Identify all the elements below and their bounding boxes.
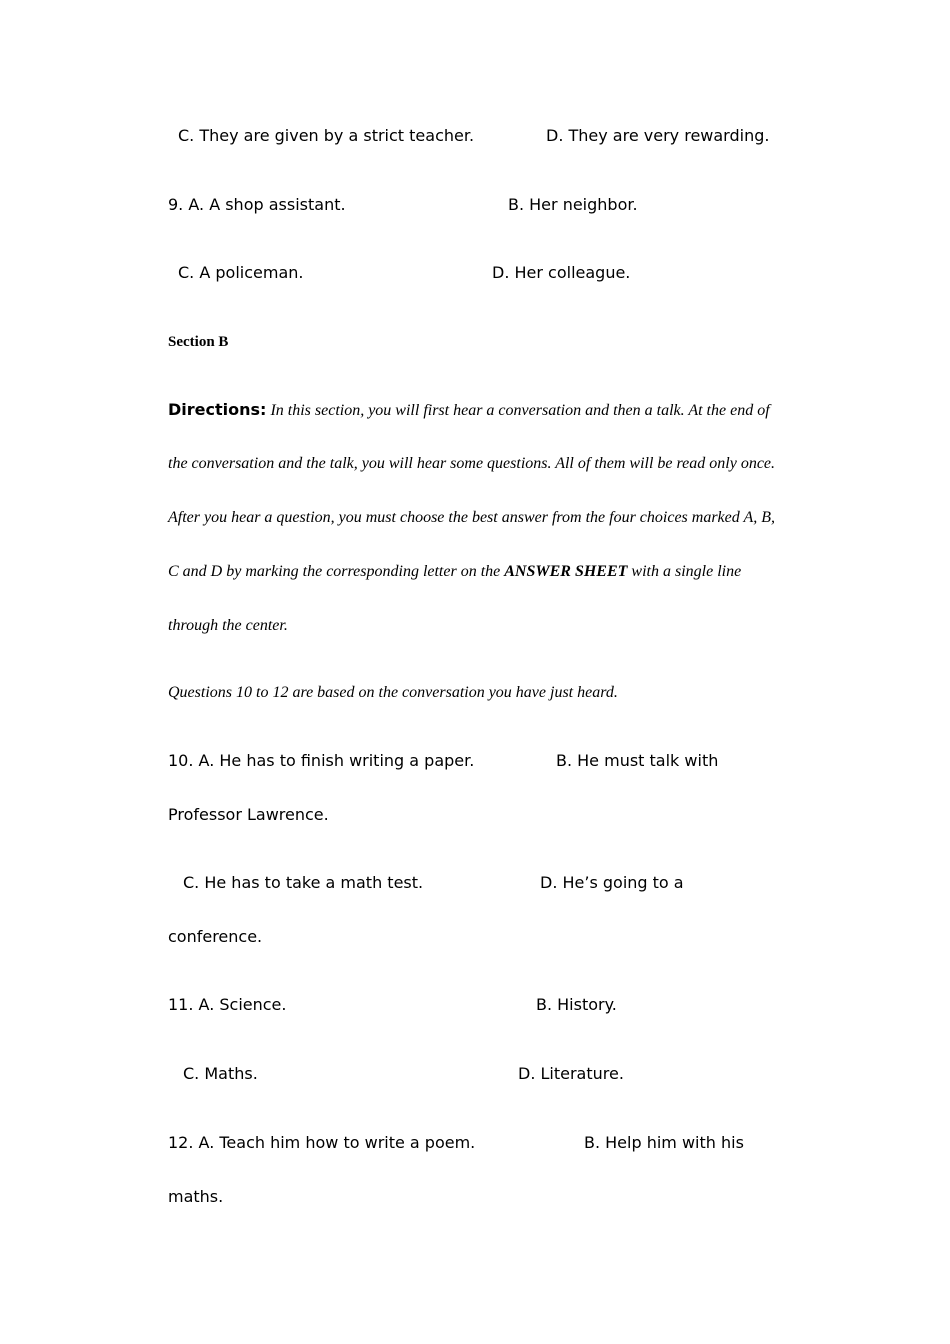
- q9-option-d: D. Her colleague.: [492, 263, 631, 282]
- q11-option-b: B. History.: [536, 995, 617, 1014]
- directions-text-4-tail: with a single line: [631, 563, 742, 580]
- q10-option-d-continued: conference.: [168, 927, 263, 946]
- q11-option-d: D. Literature.: [518, 1064, 624, 1083]
- directions-text-4: C and D by marking the corresponding letter on the: [168, 563, 501, 580]
- questions-intro: Questions 10 to 12 are based on the conversation you have just heard.: [168, 684, 618, 701]
- answer-sheet-emphasis: ANSWER SHEET: [504, 563, 628, 580]
- q12-option-b: B. Help him with his: [584, 1133, 744, 1152]
- q10-option-b-continued: Professor Lawrence.: [168, 805, 329, 824]
- q10-option-b: B. He must talk with: [556, 751, 719, 770]
- directions-line-3: After you hear a question, you must choose the best answer from the four choices marked A, B,: [168, 509, 776, 526]
- directions-line-2: the conversation and the talk, you will hear some questions. All of them will be read only once.: [168, 455, 776, 472]
- q8-option-c: C. They are given by a strict teacher.: [178, 126, 475, 145]
- directions-text-1: In this section, you will first hear a conversation and then a talk. At the end of: [270, 402, 770, 419]
- q10-option-a: 10. A. He has to finish writing a paper.: [168, 751, 475, 770]
- q8-option-d: D. They are very rewarding.: [546, 126, 770, 145]
- directions-line-5: through the center.: [168, 617, 288, 634]
- q9-option-a: 9. A. A shop assistant.: [168, 195, 346, 214]
- q12-option-a: 12. A. Teach him how to write a poem.: [168, 1133, 476, 1152]
- directions-line-1: [168, 402, 770, 419]
- section-b-title: Section B: [168, 334, 229, 350]
- q9-option-b: B. Her neighbor.: [508, 195, 638, 214]
- q10-option-c: C. He has to take a math test.: [183, 873, 424, 892]
- q11-option-c: C. Maths.: [183, 1064, 258, 1083]
- directions-label: Directions:: [168, 400, 267, 419]
- q12-option-b-continued: maths.: [168, 1187, 224, 1206]
- q9-option-c: C. A policeman.: [178, 263, 304, 282]
- directions-line-4: [168, 564, 741, 580]
- q11-option-a: 11. A. Science.: [168, 995, 287, 1014]
- q10-option-d: D. He’s going to a: [540, 873, 684, 892]
